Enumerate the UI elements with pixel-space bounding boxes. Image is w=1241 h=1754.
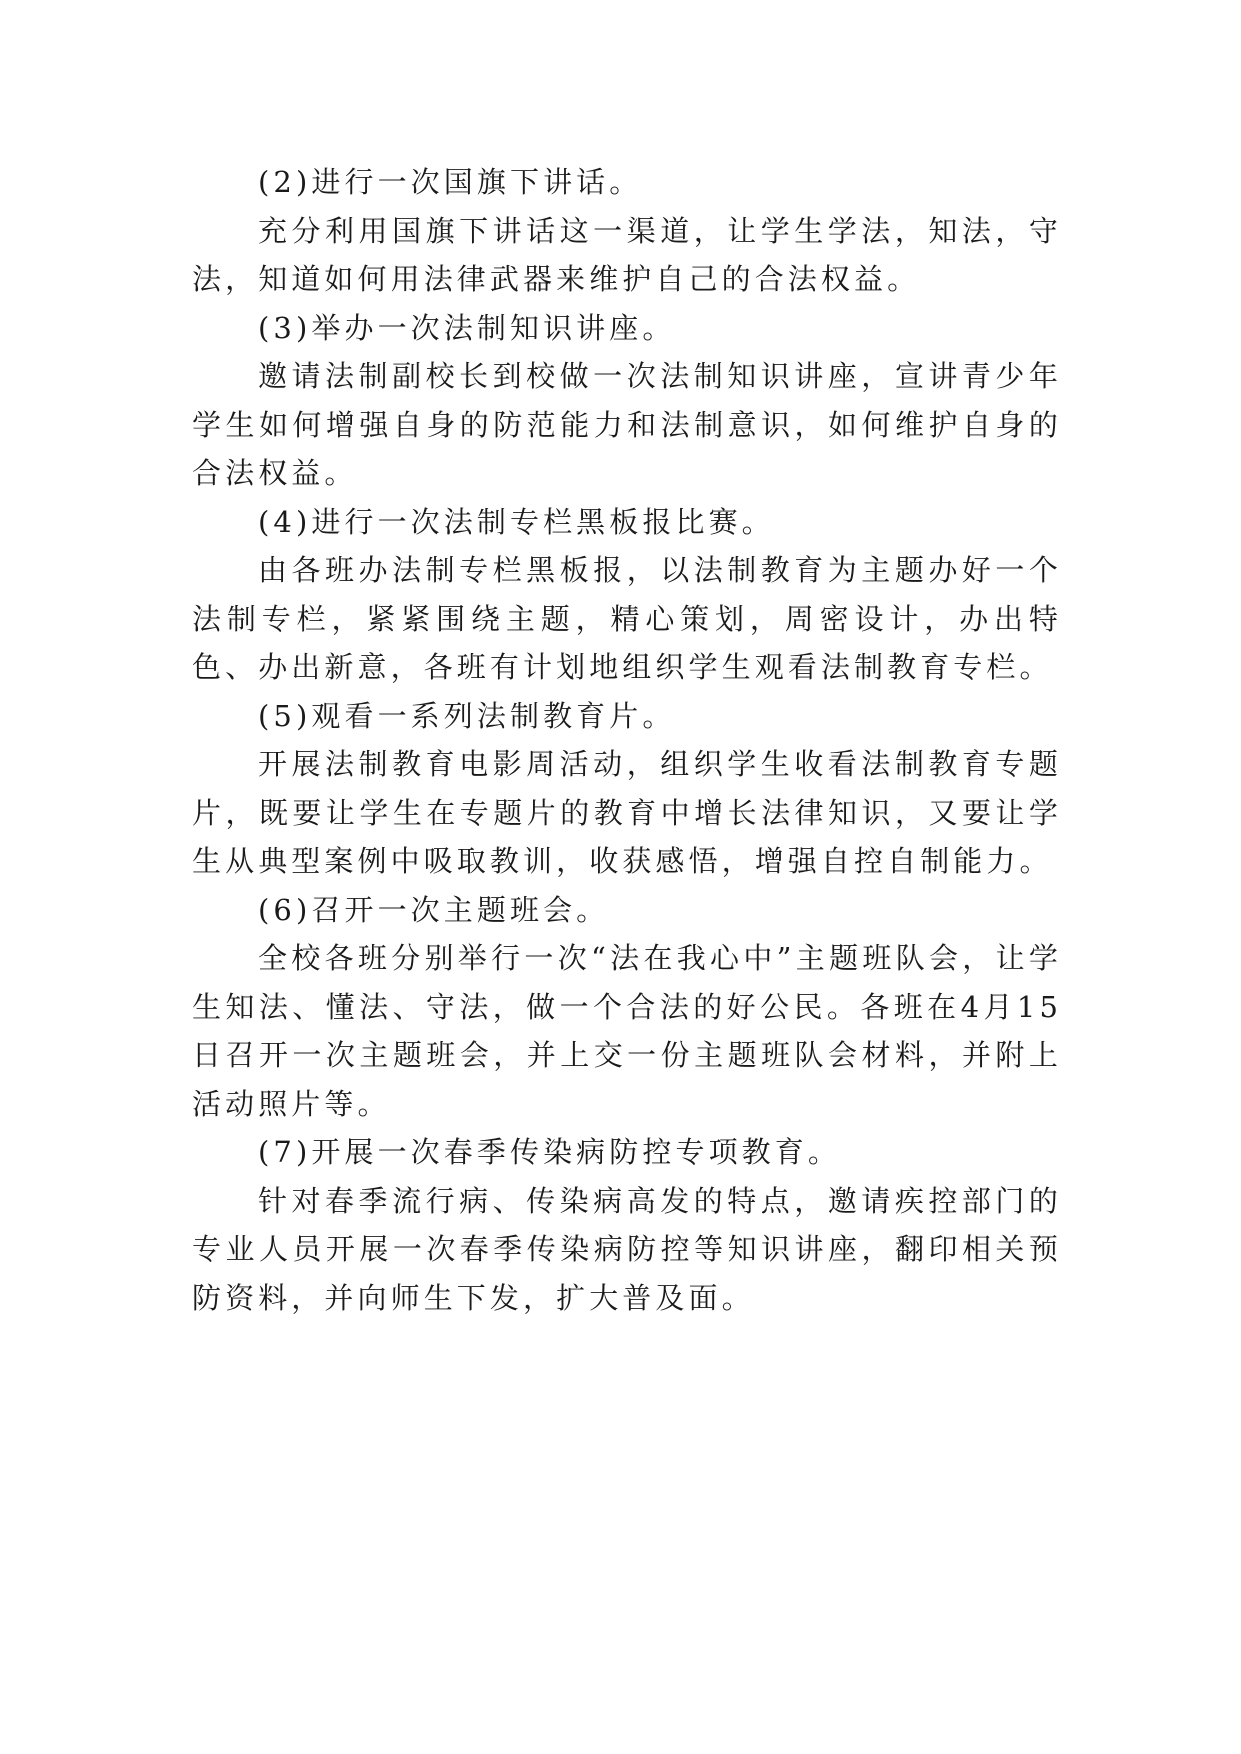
heading-law-lecture: (3)举办一次法制知识讲座。 [258,310,676,345]
heading-education-films: (5)观看一系列法制教育片。 [258,698,676,733]
heading-blackboard-contest: (4)进行一次法制专栏黑板报比赛。 [258,504,775,539]
document-body [192,158,1062,1322]
heading-class-meeting: (6)召开一次主题班会。 [258,892,610,927]
paragraph-flag-speech: 充分利用国旗下讲话这一渠道，让学生学法，知法，守法，知道如何用法律武器来维护自己的合法权益。 [192,213,1062,296]
paragraph-education-films: 开展法制教育电影周活动，组织学生收看法制教育专题片，既要让学生在专题片的教育中增长法律知识，又要让学生从典型案例中吸取教训，收获感悟，增强自控自制能力。 [192,747,1062,878]
paragraph-law-lecture: 邀请法制副校长到校做一次法制知识讲座，宣讲青少年学生如何增强自身的防范能力和法制意识，如何维护自身的合法权益。 [192,359,1062,490]
paragraph-disease-prevention: 针对春季流行病、传染病高发的特点，邀请疾控部门的专业人员开展一次春季传染病防控等知识讲座，翻印相关预防资料，并向师生下发，扩大普及面。 [192,1183,1062,1315]
heading-flag-speech: (2)进行一次国旗下讲话。 [258,165,643,199]
paragraph-blackboard-contest: 由各班办法制专栏黑板报，以法制教育为主题办好一个法制专栏，紧紧围绕主题，精心策划，周密设计，办出特色、办出新意，各班有计划地组织学生观看法制教育专栏。 [192,553,1062,684]
heading-disease-prevention: (7)开展一次春季传染病防控专项教育。 [258,1135,841,1169]
paragraph-class-meeting: 全校各班分别举行一次“法在我心中”主题班队会，让学生知法、懂法、守法，做一个合法的好公民。各班在4月15日召开一次主题班会，并上交一份主题班队会材料，并附上活动照片等。 [192,941,1062,1121]
